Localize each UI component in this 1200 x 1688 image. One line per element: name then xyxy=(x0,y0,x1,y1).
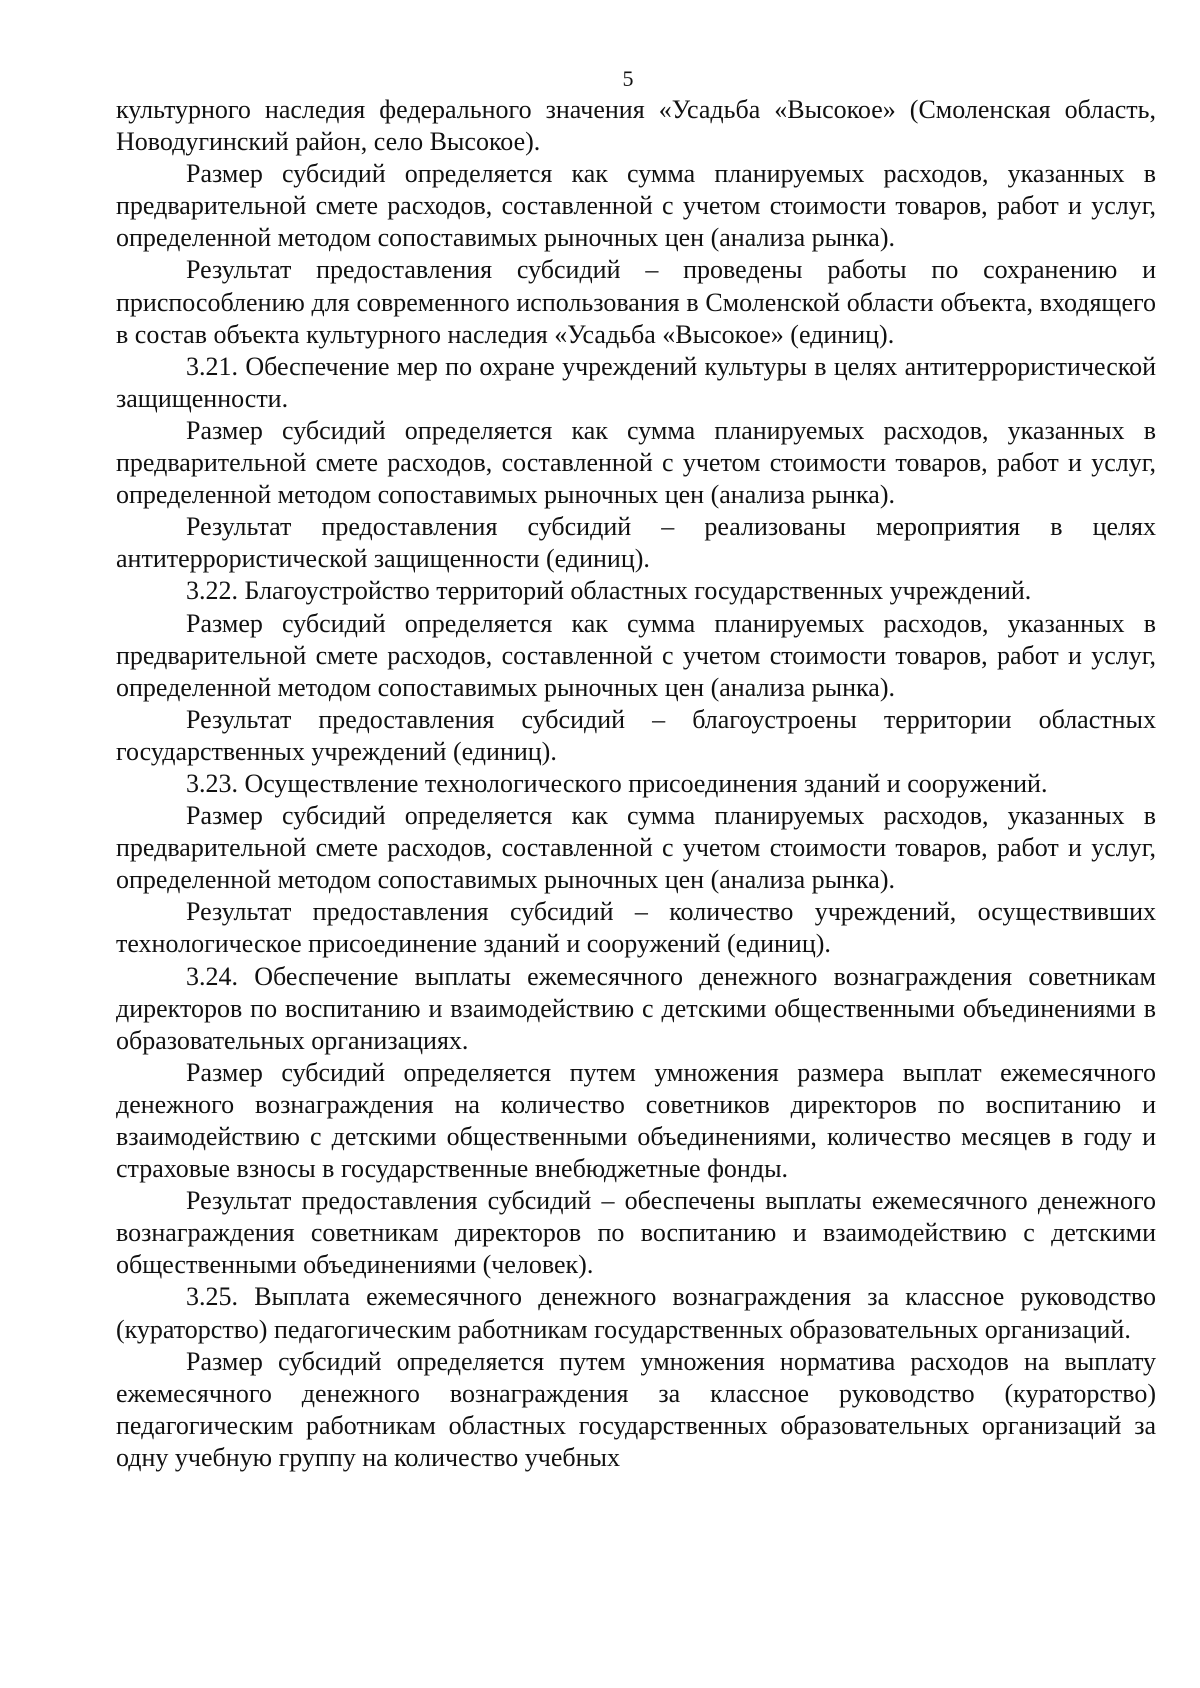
paragraph: Размер субсидий определяется как сумма планируемых расходов, указанных в предварительной смете расходов, составленной с учетом стоимости товаров, работ и услуг, определенной методом сопоставимых рыночных цен (анализа рынка). xyxy=(116,801,1156,895)
paragraph: Размер субсидий определяется как сумма планируемых расходов, указанных в предварительной смете расходов, составленной с учетом стоимости товаров, работ и услуг, определенной методом сопоставимых рыночных цен (анализа рынка). xyxy=(116,608,1156,702)
paragraph: Результат предоставления субсидий – обеспечены выплаты ежемесячного денежного вознаграждения советникам директоров по воспитанию и взаимодействию с детскими общественными объединениями (человек). xyxy=(116,1186,1156,1280)
paragraph: Размер субсидий определяется путем умножения размера выплат ежемесячного денежного вознаграждения на количество советников директоров по воспитанию и взаимодействию с детскими общественными объединениями, количество месяцев в году и страховые взносы в государственные внебюджетные фонды. xyxy=(116,1057,1156,1184)
paragraph: Размер субсидий определяется как сумма планируемых расходов, указанных в предварительной смете расходов, составленной с учетом стоимости товаров, работ и услуг, определенной методом сопоставимых рыночных цен (анализа рынка). xyxy=(116,159,1156,253)
paragraph: Размер субсидий определяется как сумма планируемых расходов, указанных в предварительной смете расходов, составленной с учетом стоимости товаров, работ и услуг, определенной методом сопоставимых рыночных цен (анализа рынка). xyxy=(116,415,1156,510)
paragraph: Результат предоставления субсидий – проведены работы по сохранению и приспособлению для современного использования в Смоленской области объекта, входящего в состав объекта культурного наследия «Усадьба «Высокое» (единиц). xyxy=(116,255,1156,349)
paragraph: культурного наследия федерального значения «Усадьба «Высокое» (Смоленская область, Новодугинский район, село Высокое). xyxy=(116,95,1156,157)
document-body xyxy=(116,94,1156,1474)
section-heading-3-25: 3.25. Выплата ежемесячного денежного вознаграждения за классное руководство (кураторство) педагогическим работникам государственных образовательных организаций. xyxy=(116,1282,1156,1344)
page-number: 5 xyxy=(622,66,634,91)
section-heading-3-21: 3.21. Обеспечение мер по охране учреждений культуры в целях антитеррористической защищенности. xyxy=(116,351,1156,413)
section-heading-3-23: 3.23. Осуществление технологического присоединения зданий и сооружений. xyxy=(186,768,1048,798)
paragraph: Результат предоставления субсидий – реализованы мероприятия в целях антитеррористической защищенности (единиц). xyxy=(116,512,1156,574)
section-heading-3-22: 3.22. Благоустройство территорий областных государственных учреждений. xyxy=(186,576,1032,606)
paragraph: Результат предоставления субсидий – количество учреждений, осуществивших технологическое присоединение зданий и сооружений (единиц). xyxy=(116,897,1156,959)
paragraph: Результат предоставления субсидий – благоустроены территории областных государственных учреждений (единиц). xyxy=(116,704,1156,766)
section-heading-3-24: 3.24. Обеспечение выплаты ежемесячного денежного вознаграждения советникам директоров по воспитанию и взаимодействию с детскими общественными объединениями в образовательных организациях. xyxy=(116,961,1156,1055)
paragraph: Размер субсидий определяется путем умножения норматива расходов на выплату ежемесячного денежного вознаграждения за классное руководство (кураторство) педагогическим работникам областных государственных образовательных организаций за одну учебную группу на количество учебных xyxy=(116,1346,1156,1472)
